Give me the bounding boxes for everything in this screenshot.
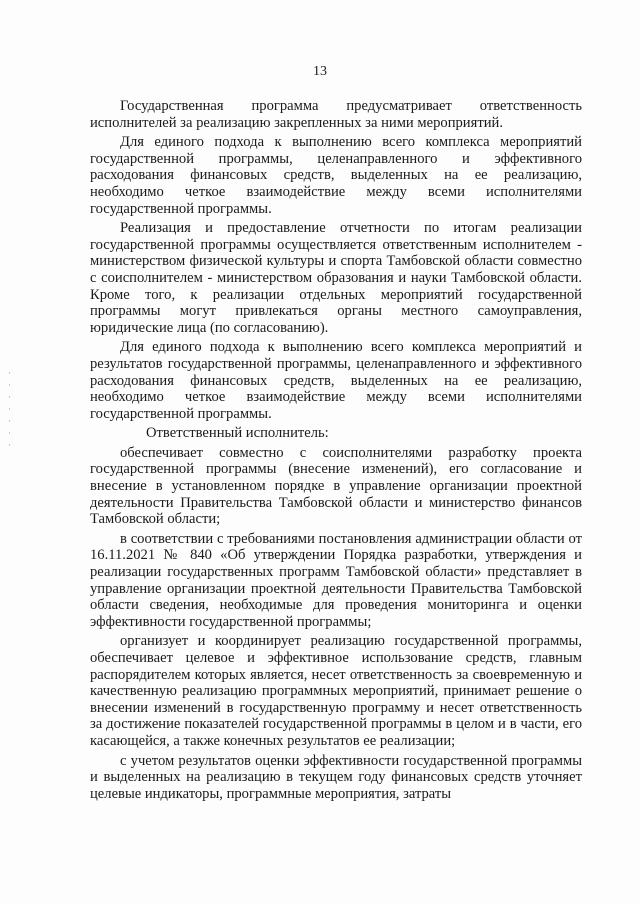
paragraph: Реализация и предоставление отчетности по итогам реализации государственной программы осуществляется ответственным исполнителем - министерством физической культуры и спорта Тамбовской области совместно с соисполнителем - министерством образования и науки Тамбовской области. Кроме того, к реализации отдельных мероприятий государственной программы могут привлекаться органы местного самоуправления, юридические лица (по согласованию).: [90, 220, 582, 336]
paragraph: в соответствии с требованиями постановления администрации области от 16.11.2021 № 840 «Об утверждении Порядка разработки, утверждения и реализации государственных программ Тамбовской области» представляет в управление организации проектной деятельности Правительства Тамбовской области сведения, необходимые для проведения мониторинга и оценки эффективности государственной программы;: [90, 530, 582, 630]
paragraph: Для единого подхода к выполнению всего комплекса мероприятий государственной программы, целенаправленного и эффективного расходования финансовых средств, выделенных на ее реализацию, необходимо четкое взаимодействие между всеми исполнителями государственной программы.: [90, 134, 582, 217]
body-text: [90, 98, 582, 805]
paragraph: с учетом результатов оценки эффективности государственной программы и выделенных на реализацию в текущем году финансовых средств уточняет целевые индикаторы, программные мероприятия, затраты: [90, 752, 582, 802]
section-label: Ответственный исполнитель:: [146, 425, 329, 442]
margin-marks: [8, 372, 12, 462]
page-number: 13: [313, 64, 327, 79]
paragraph: организует и координирует реализацию государственной программы, обеспечивает целевое и эффективное использование средств, главным распорядителем которых является, несет ответственность за своевременную и качественную реализацию программных мероприятий, принимает решение о внесении изменений в государственную программу и несет ответственность за достижение показателей государственной программы в целом и в части, его касающейся, а также конечных результатов ее реализации;: [90, 633, 582, 749]
paragraph: обеспечивает совместно с соисполнителями разработку проекта государственной программы (внесение изменений), его согласование и внесение в установленном порядке в управление организации проектной деятельности Правительства Тамбовской области и министерство финансов Тамбовской области;: [90, 444, 582, 528]
paragraph: Для единого подхода к выполнению всего комплекса мероприятий и результатов государственной программы, целенаправленного и эффективного расходования финансовых средств, выделенных на ее реализацию, необходимо четкое взаимодействие между всеми исполнителями государственной программы.: [90, 339, 582, 422]
paragraph: Государственная программа предусматривает ответственность исполнителей за реализацию закрепленных за ними мероприятий.: [90, 98, 582, 131]
